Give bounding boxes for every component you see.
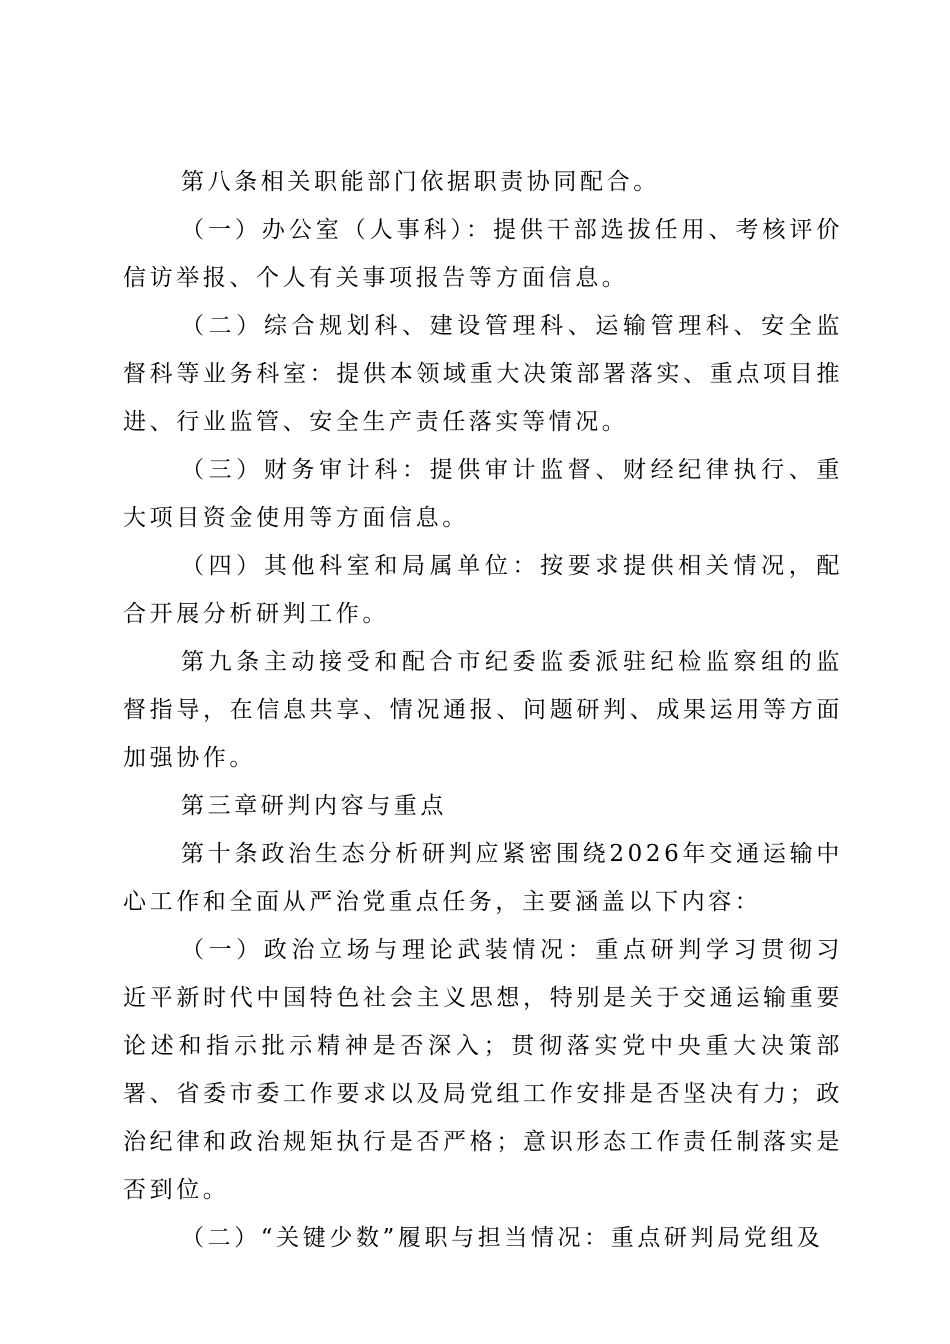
paragraph-article-10: 第十条政治生态分析研判应紧密围绕2026年交通运输中心工作和全面从严治党重点任务，主要涵盖以下内容： bbox=[123, 841, 843, 915]
paragraph-item-political-stance: （一）政治立场与理论武装情况：重点研判学习贯彻习近平新时代中国特色社会主义思想，特别是关于交通运输重要论述和指示批示精神是否深入；贯彻落实党中央重大决策部署、省委市委工作要求以及局党组工作安排是否坚决有力；政治纪律和政治规矩执行是否严格；意识形态工作责任制落实是否到位。 bbox=[123, 937, 843, 1203]
chapter-heading: 第三章研判内容与重点 bbox=[181, 793, 447, 819]
paragraph-item-other-units: （四）其他科室和局属单位：按要求提供相关情况，配合开展分析研判工作。 bbox=[123, 553, 843, 627]
paragraph-item-finance-audit: （三）财务审计科：提供审计监督、财经纪律执行、重大项目资金使用等方面信息。 bbox=[123, 457, 843, 531]
paragraph-item-office: （一）办公室（人事科）：提供干部选拔任用、考核评价信访举报、个人有关事项报告等方面信息。 bbox=[123, 217, 843, 291]
paragraph-item-key-minority: （二）“关键少数”履职与担当情况：重点研判局党组及 bbox=[181, 1225, 824, 1251]
paragraph-article-8: 第八条相关职能部门依据职责协同配合。 bbox=[181, 169, 660, 195]
document-body bbox=[123, 158, 843, 1262]
paragraph-article-9: 第九条主动接受和配合市纪委监委派驻纪检监察组的监督指导，在信息共享、情况通报、问题研判、成果运用等方面加强协作。 bbox=[123, 649, 843, 771]
paragraph-item-business-sections: （二）综合规划科、建设管理科、运输管理科、安全监督科等业务科室：提供本领域重大决策部署落实、重点项目推进、行业监管、安全生产责任落实等情况。 bbox=[123, 313, 843, 435]
